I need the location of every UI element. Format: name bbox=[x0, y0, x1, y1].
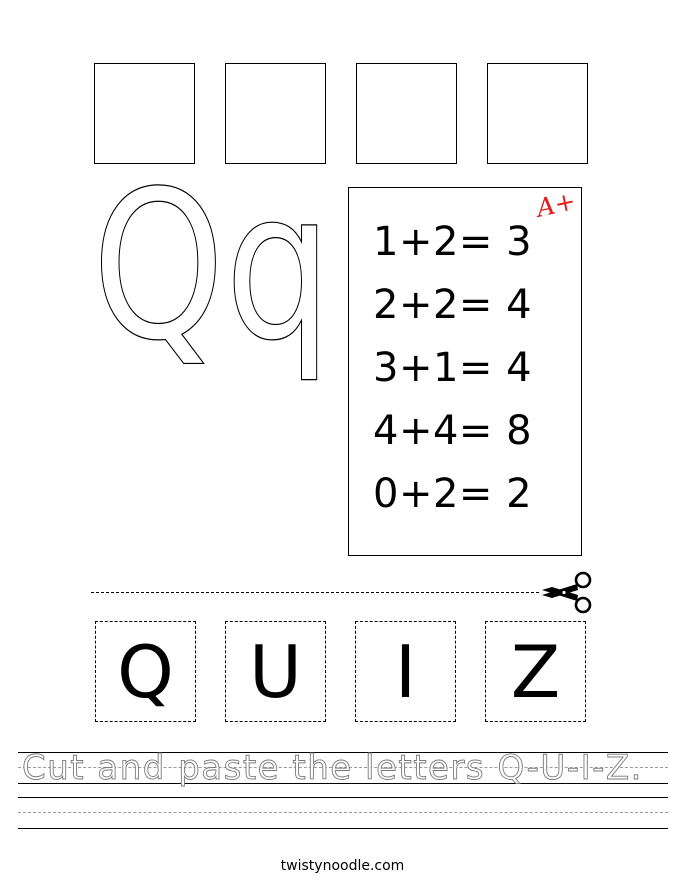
scissors-icon bbox=[538, 570, 594, 616]
cut-letter: U bbox=[249, 629, 302, 714]
trace-instruction: Cut and paste the letters Q-U-I-Z. bbox=[22, 748, 643, 788]
cut-box-u bbox=[225, 621, 326, 722]
equation-2: 2+2= 4 bbox=[373, 282, 533, 328]
quiz-card bbox=[348, 187, 582, 556]
footer-site: twistynoodle.com bbox=[280, 858, 405, 874]
big-letters-qq bbox=[90, 148, 340, 386]
writing-line-2-base bbox=[18, 828, 668, 829]
equation-5: 0+2= 2 bbox=[373, 471, 533, 517]
equation-1: 1+2= 3 bbox=[373, 219, 533, 265]
big-letters-text: Qq bbox=[92, 148, 332, 386]
cut-letter: Q bbox=[117, 629, 174, 714]
cut-box-q bbox=[95, 621, 196, 722]
equation-3: 3+1= 4 bbox=[373, 345, 533, 391]
writing-line-2-top bbox=[18, 797, 668, 798]
cut-box-z bbox=[485, 621, 586, 722]
cut-letter: Z bbox=[510, 629, 561, 714]
equation-4: 4+4= 8 bbox=[373, 408, 533, 454]
cut-line bbox=[91, 592, 539, 593]
cut-letter: I bbox=[394, 629, 417, 714]
cut-box-i bbox=[355, 621, 456, 722]
paste-box-4 bbox=[487, 63, 588, 164]
paste-box-3 bbox=[356, 63, 457, 164]
writing-line-2-mid bbox=[18, 812, 668, 813]
grade-mark: A+ bbox=[533, 186, 579, 223]
